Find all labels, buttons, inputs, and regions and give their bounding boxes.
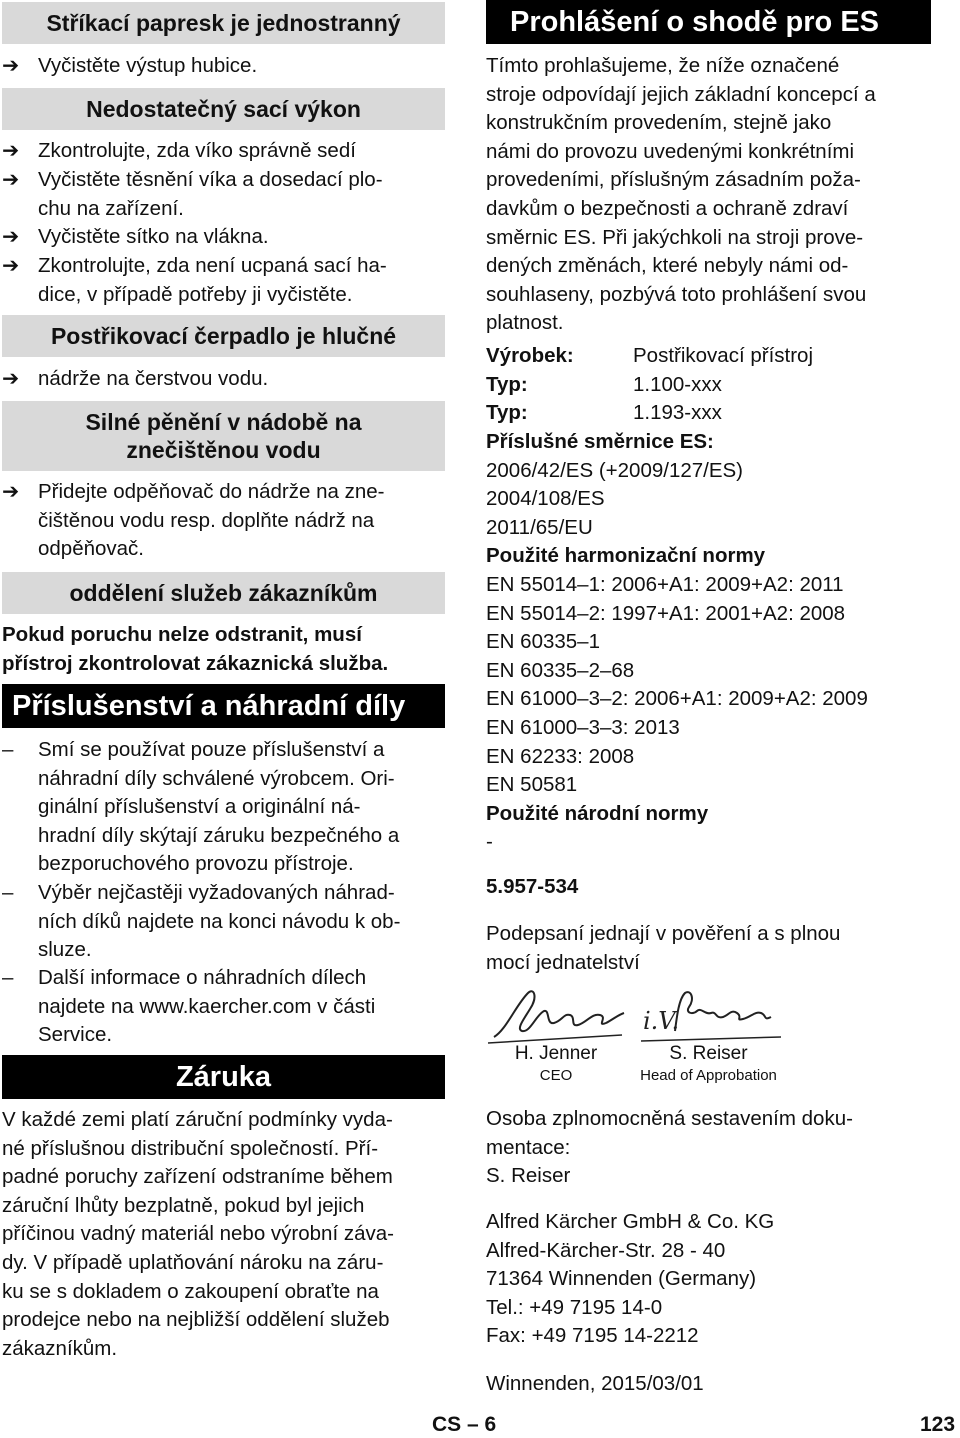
footer-language-page: CS – 6 [432, 1413, 497, 1436]
type-row [486, 399, 722, 428]
text-line: provedeními, příslušným zásadním poža- [486, 168, 861, 192]
text-line: přístroj zkontrolovat zákaznická služba. [2, 651, 389, 675]
directives-block [486, 428, 868, 857]
warranty-text [2, 1106, 394, 1363]
heading-text: znečištěnou vodu [126, 437, 321, 463]
heading-text: oddělení služeb zákazníkům [69, 580, 378, 606]
doc-number-text: 5.957-534 [486, 875, 579, 898]
item-text: dice, v případě potřeby ji vyčistěte. [38, 282, 353, 306]
product-value: Postřikovací přístroj [633, 344, 813, 367]
signature-reiser [631, 985, 786, 1091]
arrow-right-icon: ➔ [2, 480, 20, 503]
standard-item: EN 55014–1: 2006+A1: 2009+A2: 2011 [486, 572, 844, 596]
address-line: Fax: +49 7195 14-2212 [486, 1324, 699, 1348]
item-text: odpěňovač. [38, 537, 145, 561]
text-line: Pokud poruchu nelze odstranit, musí [2, 623, 362, 646]
standard-item: EN 60335–1 [486, 630, 600, 654]
company-address [486, 1208, 774, 1351]
heading-one-sided-spray [2, 2, 445, 44]
type-label: Typ: [486, 373, 528, 396]
national-value: - [486, 830, 493, 854]
address-line: 71364 Winnenden (Germany) [486, 1267, 757, 1291]
dash-marker: – [2, 881, 14, 904]
dash-marker: – [2, 966, 14, 989]
heading-ec-declaration [486, 0, 931, 44]
type-value: 1.100-xxx [633, 373, 722, 396]
declaration-intro [486, 52, 876, 338]
text-line: záruční lhůty bezplatně, pokud byl jejich [2, 1193, 365, 1217]
text-line: příčinou vadný materiál nebo výrobní záva- [2, 1222, 394, 1246]
item-text: najdete na www.kaercher.com v části [38, 994, 376, 1018]
type-label: Typ: [486, 401, 528, 424]
signatory-name: H. Jenner [514, 1043, 598, 1064]
directive-item: 2011/65/EU [486, 515, 593, 539]
heading-text: Silné pěnění v nádobě na [85, 409, 362, 435]
type-row [486, 371, 722, 400]
text-line: né příslušnou distribuční společností. Pří- [2, 1136, 379, 1160]
arrow-right-icon: ➔ [2, 225, 20, 248]
heading-pump-noisy [2, 315, 445, 357]
item-text: ginální příslušenství a originální ná- [38, 795, 361, 819]
signature-prefix: i.V. [643, 1007, 680, 1035]
signed-text [486, 920, 840, 977]
heading-text: Nedostatečný sací výkon [86, 96, 361, 122]
handwritten-signature-icon [631, 985, 786, 1047]
standard-item: EN 61000–3–3: 2013 [486, 715, 680, 739]
heading-foaming [2, 401, 445, 471]
address-line: Tel.: +49 7195 14-0 [486, 1295, 663, 1319]
text-line: Tímto prohlašujeme, že níže označené [486, 54, 840, 77]
text-line: S. Reiser [486, 1164, 571, 1188]
item-text: Výběr nejčastěji vyžadovaných náhrad- [38, 881, 395, 904]
signatory-role: CEO [539, 1067, 573, 1084]
place-date [486, 1370, 704, 1399]
address-line: Alfred-Kärcher-Str. 28 - 40 [486, 1238, 726, 1262]
national-label: Použité národní normy [486, 801, 709, 825]
item-text: čištěnou vodu resp. doplňte nádrž na [38, 508, 375, 532]
arrow-right-icon: ➔ [2, 168, 20, 191]
item-text: sluze. [38, 938, 92, 962]
text-line: mentace: [486, 1135, 571, 1159]
item-text: Další informace o náhradních dílech [38, 966, 367, 989]
handwritten-signature-icon [486, 985, 626, 1047]
heading-customer-service [2, 572, 445, 614]
item-text: nádrže na čerstvou vodu. [38, 367, 269, 390]
place-date-text: Winnenden, 2015/03/01 [486, 1372, 704, 1395]
text-line: davkům o bezpečnosti a ochraně zdraví [486, 196, 849, 220]
text-line: padné poruchy zařízení odstraníme během [2, 1165, 393, 1189]
item-text: Smí se používat pouze příslušenství a [38, 738, 385, 761]
heading-warranty [2, 1055, 445, 1099]
arrow-right-icon: ➔ [2, 367, 20, 390]
address-line: Alfred Kärcher GmbH & Co. KG [486, 1210, 775, 1233]
standard-item: EN 60335–2–68 [486, 658, 635, 682]
authorized-person [486, 1105, 853, 1191]
directives-label: Příslušné směrnice ES: [486, 430, 714, 453]
heading-text: Stříkací papresk je jednostranný [46, 10, 401, 36]
standard-item: EN 50581 [486, 773, 578, 797]
heading-text: Postřikovací čerpadlo je hlučné [50, 323, 397, 349]
text-line: stroje odpovídají jejich základní koncepcí a [486, 82, 876, 106]
item-text: Service. [38, 1023, 113, 1047]
product-label: Výrobek: [486, 344, 574, 367]
text-line: Osoba zplnomocněná sestavením doku- [486, 1107, 853, 1130]
heading-suction-power [2, 88, 445, 130]
text-line: směrnic ES. Při jakýchkoli na stroji prove- [486, 225, 864, 249]
item-text: hradní díly skýtají záruku bezpečného a [38, 823, 400, 847]
text-line: souhlaseny, pozbývá toto prohlášení svou [486, 282, 867, 306]
directive-item: 2004/108/ES [486, 487, 605, 511]
text-line: Podepsaní jednají v pověření a s plnou [486, 922, 841, 945]
text-line: mocí jednatelství [486, 950, 640, 974]
arrow-right-icon: ➔ [2, 139, 20, 162]
service-text [2, 621, 388, 678]
heading-accessories [2, 684, 445, 728]
harmonized-label: Použité harmonizační normy [486, 544, 766, 568]
document-number [486, 873, 578, 902]
heading-text: Příslušenství a náhradní díly [12, 689, 406, 722]
item-text: Zkontrolujte, zda víko správně sedí [38, 139, 356, 162]
item-text: Vyčistěte výstup hubice. [38, 54, 258, 77]
product-row [486, 342, 813, 371]
text-line: námi do provozu uvedenými konkrétními [486, 139, 855, 163]
signatory-role: Head of Approbation [640, 1067, 777, 1084]
heading-text: Prohlášení o shodě pro ES [510, 5, 880, 38]
type-value: 1.193-xxx [633, 401, 722, 424]
arrow-right-icon: ➔ [2, 254, 20, 277]
text-line: prodejce nebo na nejbližší oddělení služeb [2, 1308, 390, 1332]
text-line: ku se s dokladem o zakoupení obraťte na [2, 1279, 379, 1303]
text-line: dených změnách, které nebyly námi od- [486, 254, 849, 278]
item-text: Přidejte odpěňovač do nádrže na zne- [38, 480, 385, 503]
item-text: bezporuchového provozu přístroje. [38, 852, 354, 876]
signature-jenner [486, 985, 626, 1091]
arrow-right-icon: ➔ [2, 54, 20, 77]
standard-item: EN 55014–2: 1997+A1: 2001+A2: 2008 [486, 601, 846, 625]
text-line: platnost. [486, 311, 564, 335]
standard-item: EN 62233: 2008 [486, 744, 635, 768]
text-line: konstrukčním provedením, stejně jako [486, 111, 832, 135]
standard-item: EN 61000–3–2: 2006+A1: 2009+A2: 2009 [486, 687, 868, 711]
text-line: dy. V případě uplatňování nároku na záru- [2, 1250, 384, 1274]
item-text: Vyčistěte sítko na vlákna. [38, 225, 269, 248]
item-text: náhradní díly schválené výrobcem. Ori- [38, 766, 395, 790]
signatory-name: S. Reiser [669, 1043, 748, 1064]
footer-page-number: 123 [920, 1413, 956, 1436]
text-line: V každé zemi platí záruční podmínky vyda- [2, 1108, 393, 1131]
directive-item: 2006/42/ES (+2009/127/ES) [486, 458, 744, 482]
item-text: chu na zařízení. [38, 196, 184, 220]
heading-text: Záruka [175, 1060, 272, 1093]
text-line: zákazníkům. [2, 1336, 118, 1360]
item-text: Vyčistěte těsnění víka a dosedací plo- [38, 168, 383, 191]
item-text: ních díků najdete na konci návodu k ob- [38, 909, 401, 933]
dash-marker: – [2, 738, 14, 761]
item-text: Zkontrolujte, zda není ucpaná sací ha- [38, 254, 387, 277]
